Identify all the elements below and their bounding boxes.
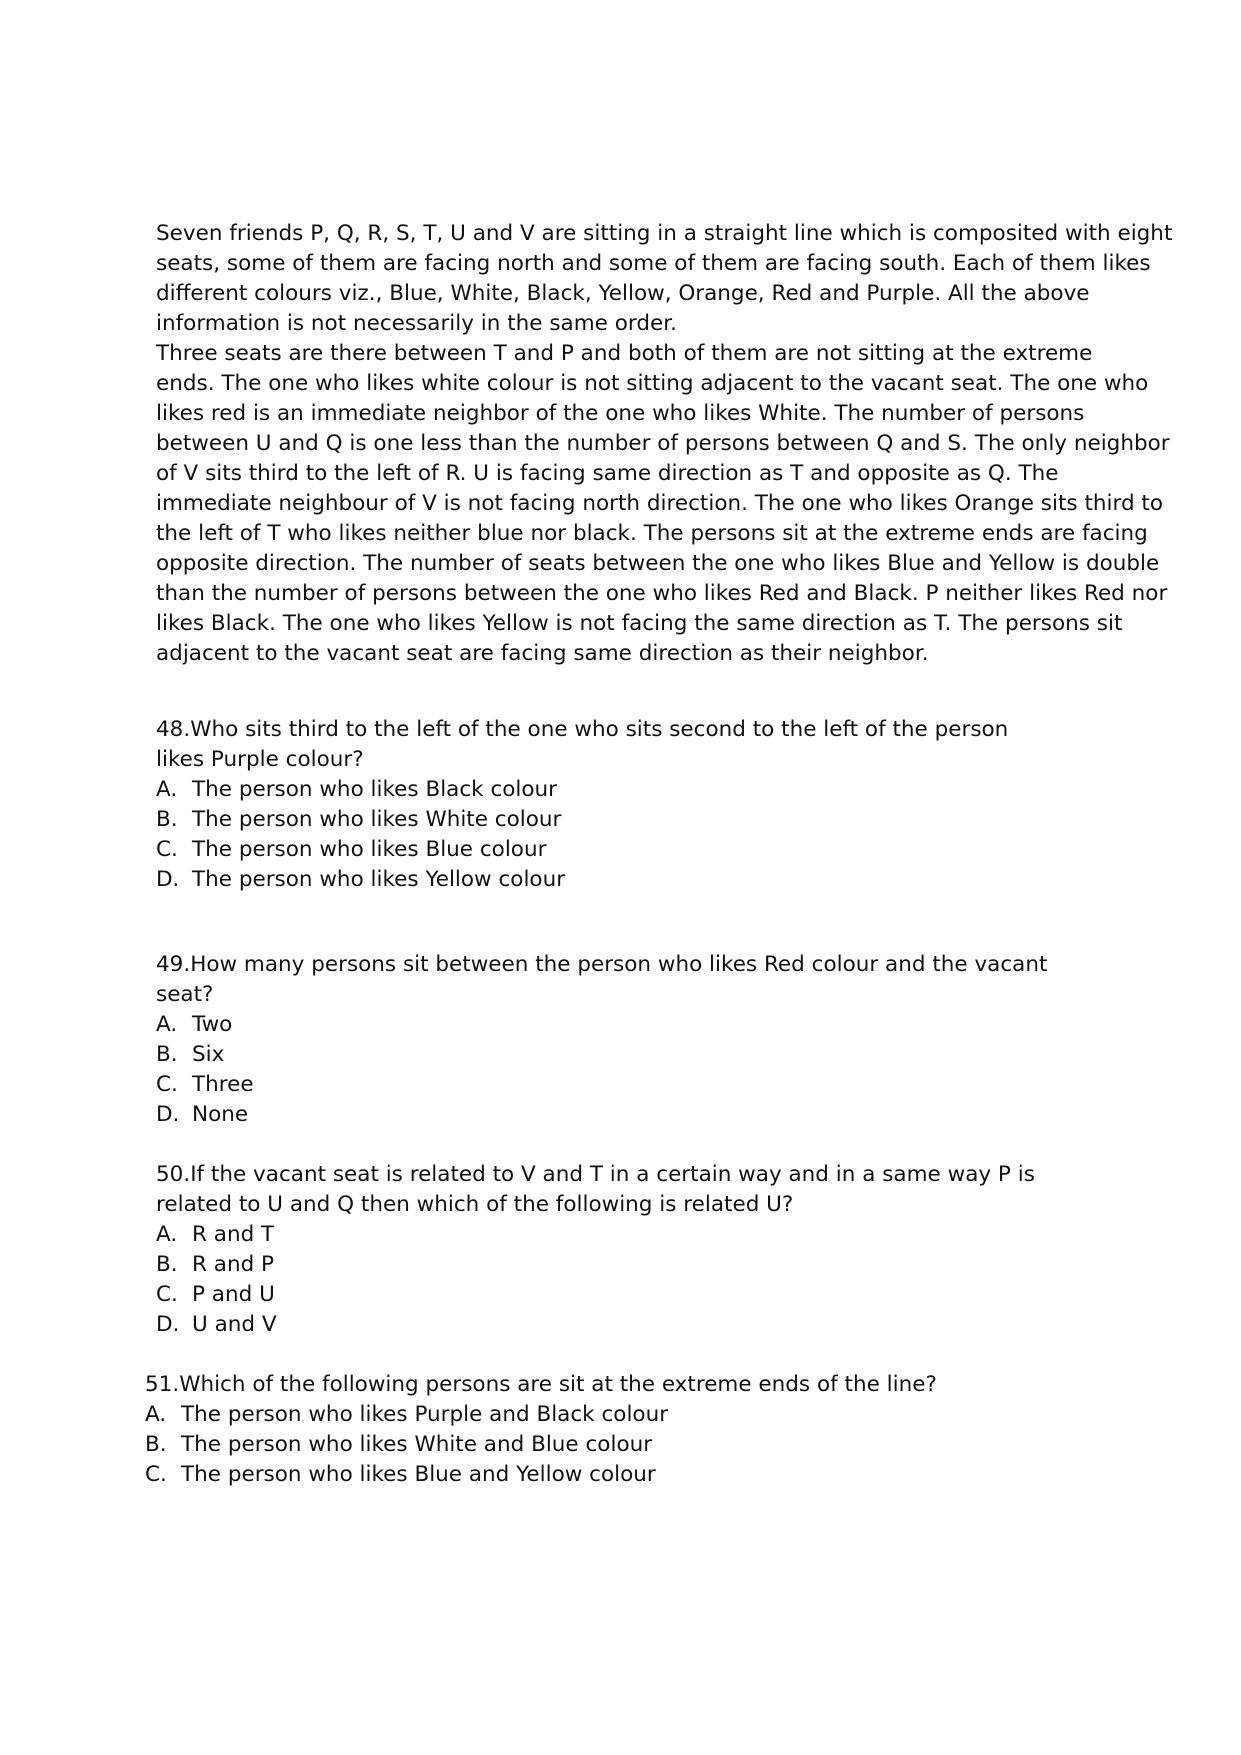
option-label: D. (156, 1312, 180, 1337)
answer-option (156, 835, 546, 865)
answer-option (156, 775, 557, 805)
option-label: A. (156, 777, 178, 802)
passage-line: opposite direction. The number of seats between the one who likes Blue and Yellow is double (156, 551, 1160, 576)
option-label: C. (156, 1282, 178, 1307)
answer-option (145, 1400, 668, 1430)
passage-line: ends. The one who likes white colour is not sitting adjacent to the vacant seat. The one who (156, 371, 1149, 396)
answer-option (156, 1220, 274, 1250)
option-text: Two (192, 1012, 233, 1037)
answer-option (156, 1040, 224, 1070)
option-label: A. (145, 1402, 167, 1427)
answer-option (156, 1280, 275, 1310)
answer-option (156, 865, 565, 895)
passage-line: different colours viz., Blue, White, Black, Yellow, Orange, Red and Purple. All the above (156, 281, 1090, 306)
option-label: B. (145, 1432, 167, 1457)
answer-option (156, 805, 561, 835)
passage-line: Three seats are there between T and P and both of them are not sitting at the extreme (156, 341, 1093, 366)
question-text: related to U and Q then which of the following is related U? (156, 1192, 794, 1217)
option-label: D. (156, 1102, 180, 1127)
passage-line: immediate neighbour of V is not facing north direction. The one who likes Orange sits third to (156, 491, 1164, 516)
option-text: Three (192, 1072, 254, 1097)
answer-option (156, 1250, 274, 1280)
option-label: C. (156, 1072, 178, 1097)
passage-line: of V sits third to the left of R. U is facing same direction as T and opposite as Q. The (156, 461, 1059, 486)
answer-option (156, 1070, 254, 1100)
option-label: C. (156, 837, 178, 862)
passage-line: adjacent to the vacant seat are facing same direction as their neighbor. (156, 641, 929, 666)
answer-option (156, 1100, 248, 1130)
question-text: 51.Which of the following persons are sit at the extreme ends of the line? (145, 1372, 937, 1397)
option-label: B. (156, 1042, 178, 1067)
answer-option (145, 1430, 652, 1460)
answer-option (156, 1310, 277, 1340)
option-label: A. (156, 1012, 178, 1037)
answer-option (156, 1010, 232, 1040)
option-text: The person who likes Black colour (192, 777, 558, 802)
option-text: Six (192, 1042, 225, 1067)
option-text: The person who likes Yellow colour (192, 867, 566, 892)
option-text: The person who likes Purple and Black colour (181, 1402, 669, 1427)
question-text: seat? (156, 982, 214, 1007)
passage-line: between U and Q is one less than the number of persons between Q and S. The only neighbor (156, 431, 1170, 456)
question-text: likes Purple colour? (156, 747, 364, 772)
passage-line: than the number of persons between the one who likes Red and Black. P neither likes Red nor (156, 581, 1168, 606)
option-text: U and V (192, 1312, 277, 1337)
option-text: The person who likes White and Blue colour (181, 1432, 653, 1457)
option-text: The person who likes Blue and Yellow colour (181, 1462, 656, 1487)
question-text: 49.How many persons sit between the person who likes Red colour and the vacant (156, 952, 1048, 977)
option-text: P and U (192, 1282, 275, 1307)
option-label: B. (156, 807, 178, 832)
option-text: R and P (192, 1252, 275, 1277)
passage-line: information is not necessarily in the same order. (156, 311, 677, 336)
option-text: None (192, 1102, 249, 1127)
option-label: C. (145, 1462, 167, 1487)
answer-option (145, 1460, 656, 1490)
option-text: R and T (192, 1222, 275, 1247)
question-text: 48.Who sits third to the left of the one who sits second to the left of the person (156, 717, 1009, 742)
option-label: A. (156, 1222, 178, 1247)
passage-line: seats, some of them are facing north and some of them are facing south. Each of them likes (156, 251, 1151, 276)
option-text: The person who likes White colour (192, 807, 562, 832)
option-label: B. (156, 1252, 178, 1277)
option-text: The person who likes Blue colour (192, 837, 547, 862)
question-text: 50.If the vacant seat is related to V and T in a certain way and in a same way P is (156, 1162, 1035, 1187)
passage-line: Seven friends P, Q, R, S, T, U and V are sitting in a straight line which is composited with eight (156, 221, 1173, 246)
passage-line: likes red is an immediate neighbor of the one who likes White. The number of persons (156, 401, 1085, 426)
passage-line: the left of T who likes neither blue nor black. The persons sit at the extreme ends are facing (156, 521, 1148, 546)
passage-line: likes Black. The one who likes Yellow is not facing the same direction as T. The persons sit (156, 611, 1123, 636)
option-label: D. (156, 867, 180, 892)
